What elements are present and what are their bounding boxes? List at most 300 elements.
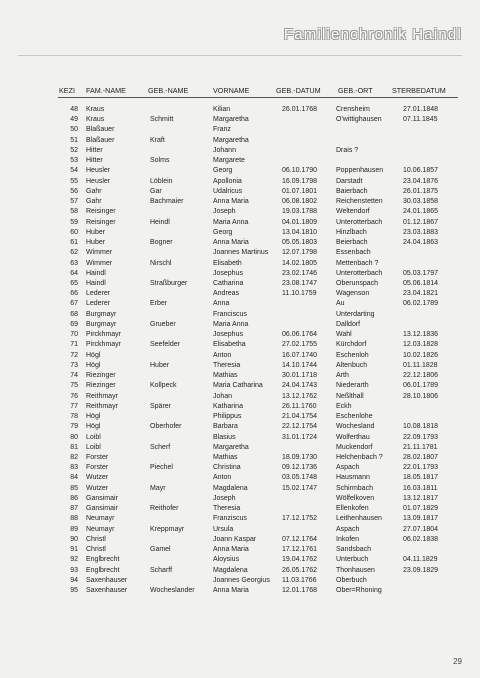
cell-kezi: 74 (70, 372, 78, 380)
cell-sterbedatum: 30.03.1858 (403, 198, 439, 206)
cell-geb-datum: 06.06.1764 (282, 331, 318, 339)
cell-sterbedatum: 23.04.1876 (403, 177, 439, 185)
cell-vorname: Maria Anna (213, 320, 249, 328)
cell-geb-datum: 05.05.1803 (282, 239, 318, 247)
cell-vorname: Johan (213, 392, 233, 400)
cell-kezi: 71 (70, 341, 78, 349)
cell-fam-name: Högl (86, 351, 101, 359)
cell-geb-datum: 07.12.1764 (282, 535, 318, 543)
table-row (0, 443, 480, 453)
cell-vorname: Apollonia (213, 177, 242, 185)
cell-geb-name: Erber (150, 300, 168, 308)
column-header-fam-name: FAM.-NAME (86, 86, 126, 95)
cell-kezi: 81 (70, 443, 78, 451)
cell-geb-ort: Helchenbach ? (336, 453, 383, 461)
cell-kezi: 54 (70, 167, 78, 175)
cell-sterbedatum: 06.02.1789 (403, 300, 439, 308)
cell-sterbedatum: 24.01.1865 (403, 208, 439, 216)
cell-kezi: 90 (70, 535, 78, 543)
table-row (0, 156, 480, 166)
cell-kezi: 86 (70, 494, 78, 502)
cell-fam-name: Haindl (86, 279, 106, 287)
table-row (0, 586, 480, 596)
cell-geb-datum: 06.10.1790 (282, 167, 318, 175)
cell-vorname: Josephus (213, 331, 243, 339)
page-title: Familienchronik Haindl (283, 26, 462, 43)
page-number: 29 (453, 657, 462, 666)
cell-vorname: Anton (213, 351, 232, 359)
cell-fam-name: Forster (86, 453, 109, 461)
cell-fam-name: Englbrecht (86, 556, 120, 564)
cell-fam-name: Reisinger (86, 208, 116, 216)
cell-sterbedatum: 22.01.1793 (403, 464, 439, 472)
cell-geb-ort: Mettenbach ? (336, 259, 379, 267)
cell-vorname: Kilian (213, 106, 231, 113)
cell-geb-datum: 22.12.1754 (282, 423, 318, 431)
cell-sterbedatum: 07.11.1845 (403, 116, 438, 124)
cell-fam-name: Christl (86, 535, 106, 543)
table-row (0, 238, 480, 248)
cell-sterbedatum: 06.02.1838 (403, 535, 439, 543)
cell-vorname: Franciscus (213, 310, 247, 318)
column-header-vorname: VORNAME (213, 86, 250, 95)
table-row (0, 125, 480, 135)
cell-geb-datum: 15.02.1747 (282, 484, 318, 492)
cell-geb-ort: Aspach (336, 464, 360, 472)
cell-kezi: 93 (70, 566, 78, 574)
cell-kezi: 66 (70, 290, 78, 298)
cell-sterbedatum: 18.05.1817 (403, 474, 439, 482)
cell-geb-ort: Unterbuch (336, 556, 369, 564)
table-row (0, 340, 480, 350)
table-row (0, 484, 480, 494)
table-row (0, 279, 480, 289)
table-row (0, 320, 480, 330)
cell-vorname: Joseph (213, 494, 236, 502)
table-row (0, 576, 480, 586)
cell-geb-ort: Dalldorf (336, 320, 361, 328)
cell-kezi: 61 (70, 239, 78, 247)
cell-vorname: Mathias (213, 453, 238, 461)
cell-fam-name: Heusler (86, 177, 111, 185)
cell-geb-name: Heindl (150, 218, 170, 226)
cell-vorname: Aloysius (213, 556, 240, 564)
cell-kezi: 76 (70, 392, 78, 400)
table-row (0, 525, 480, 535)
cell-vorname: Blasius (213, 433, 236, 441)
cell-geb-datum: 04.01.1809 (282, 218, 318, 226)
cell-fam-name: Saxenhauser (86, 587, 128, 595)
cell-vorname: Margaretha (213, 443, 249, 451)
cell-geb-ort: Niederarth (336, 382, 369, 390)
table-row (0, 504, 480, 514)
table-row (0, 392, 480, 402)
cell-fam-name: Riezinger (86, 382, 116, 390)
cell-geb-name: Mayr (150, 484, 166, 492)
cell-kezi: 73 (70, 361, 78, 369)
cell-kezi: 70 (70, 331, 78, 339)
cell-vorname: Joannes Georgius (213, 576, 270, 584)
cell-geb-datum: 14.02.1805 (282, 259, 318, 267)
cell-kezi: 78 (70, 413, 78, 421)
cell-fam-name: Gansimair (86, 505, 118, 513)
cell-geb-ort: Aspach (336, 525, 360, 533)
cell-geb-name: Bogner (150, 239, 173, 247)
cell-geb-datum: 14.10.1744 (282, 361, 318, 369)
cell-vorname: Christina (213, 464, 241, 472)
cell-sterbedatum: 21.11.1781 (403, 443, 438, 451)
cell-sterbedatum: 01.07.1829 (403, 505, 439, 513)
cell-sterbedatum: 13.09.1817 (403, 515, 439, 523)
cell-fam-name: Gahr (86, 187, 102, 195)
column-header-sterbedatum: STERBEDATUM (392, 86, 446, 95)
table-row (0, 299, 480, 309)
cell-vorname: Maria Catharina (213, 382, 263, 390)
cell-geb-ort: Altenbuch (336, 361, 368, 369)
cell-fam-name: Hitter (86, 157, 103, 165)
table-row (0, 566, 480, 576)
cell-geb-name: Wocheslander (150, 587, 195, 595)
cell-fam-name: Lederer (86, 300, 111, 308)
cell-geb-ort: Unterotterbach (336, 218, 383, 226)
cell-vorname: Ursula (213, 525, 234, 533)
cell-geb-datum: 24.04.1743 (282, 382, 318, 390)
cell-vorname: Franz (213, 126, 231, 134)
cell-geb-ort: Wölfelkoven (336, 494, 375, 502)
cell-geb-ort: Wochesland (336, 423, 375, 431)
cell-geb-datum: 06.08.1802 (282, 198, 318, 206)
cell-sterbedatum: 05.03.1797 (403, 269, 439, 277)
cell-geb-ort: Unterotterbach (336, 269, 383, 277)
table-row (0, 535, 480, 545)
cell-geb-datum: 26.11.1760 (282, 402, 317, 410)
cell-kezi: 51 (70, 136, 78, 144)
cell-geb-datum: 11.10.1759 (282, 290, 317, 298)
cell-geb-ort: O'wittighausen (336, 116, 382, 124)
cell-geb-name: Piechel (150, 464, 173, 472)
cell-vorname: Joann Kaspar (213, 535, 257, 543)
cell-vorname: Catharina (213, 279, 244, 287)
cell-sterbedatum: 28.10.1806 (403, 392, 439, 400)
cell-geb-ort: Hausmann (336, 474, 370, 482)
cell-sterbedatum: 01.12.1867 (403, 218, 439, 226)
table-row (0, 228, 480, 238)
cell-geb-datum: 23.02.1746 (282, 269, 318, 277)
cell-fam-name: Burgmayr (86, 310, 117, 318)
cell-fam-name: Wimmer (86, 249, 113, 257)
cell-geb-name: Grueber (150, 320, 176, 328)
cell-fam-name: Reisinger (86, 218, 116, 226)
table-row (0, 433, 480, 443)
cell-kezi: 60 (70, 228, 78, 236)
cell-geb-name: Huber (150, 361, 170, 369)
cell-geb-ort: Weltendorf (336, 208, 370, 216)
cell-kezi: 83 (70, 464, 78, 472)
cell-kezi: 67 (70, 300, 78, 308)
cell-fam-name: Reithmayr (86, 402, 118, 410)
column-header-geb-datum: GEB.-DATUM (276, 86, 321, 95)
cell-sterbedatum: 24.04.1863 (403, 239, 439, 247)
cell-geb-name: Gamel (150, 546, 171, 554)
cell-geb-name: Spärer (150, 402, 172, 410)
cell-fam-name: Huber (86, 239, 106, 247)
table-row (0, 473, 480, 483)
cell-fam-name: Wimmer (86, 259, 113, 267)
cell-sterbedatum: 27.01.1848 (403, 106, 439, 113)
cell-fam-name: Heusler (86, 167, 111, 175)
cell-kezi: 62 (70, 249, 78, 257)
cell-fam-name: Kraus (86, 116, 105, 124)
table-row (0, 453, 480, 463)
column-header-geb-ort: GEB.-ORT (338, 86, 373, 95)
cell-vorname: Anna Maria (213, 239, 249, 247)
cell-geb-name: Reithofer (150, 505, 179, 513)
cell-vorname: Magdalena (213, 484, 248, 492)
cell-kezi: 50 (70, 126, 78, 134)
cell-vorname: Elisabetha (213, 341, 246, 349)
cell-kezi: 92 (70, 556, 78, 564)
cell-sterbedatum: 10.06.1857 (403, 167, 439, 175)
table-row (0, 207, 480, 217)
cell-sterbedatum: 23.03.1883 (403, 228, 439, 236)
cell-vorname: Udalricus (213, 187, 243, 195)
cell-fam-name: Blaßauer (86, 136, 115, 144)
cell-kezi: 69 (70, 320, 78, 328)
table-row (0, 248, 480, 258)
cell-sterbedatum: 10.08.1818 (403, 423, 439, 431)
cell-vorname: Georg (213, 167, 233, 175)
table-row (0, 351, 480, 361)
table-row (0, 146, 480, 156)
cell-geb-ort: Poppenhausen (336, 167, 384, 175)
cell-fam-name: Neumayr (86, 525, 115, 533)
cell-fam-name: Högl (86, 413, 101, 421)
cell-geb-datum: 13.12.1762 (282, 392, 318, 400)
table-row (0, 422, 480, 432)
cell-kezi: 79 (70, 423, 78, 431)
table-row (0, 545, 480, 555)
cell-kezi: 94 (70, 576, 78, 584)
cell-fam-name: Huber (86, 228, 106, 236)
cell-kezi: 85 (70, 484, 78, 492)
column-header-rule (58, 97, 458, 98)
cell-kezi: 55 (70, 177, 78, 185)
cell-geb-name: Kreppmayr (150, 525, 185, 533)
table-row (0, 115, 480, 125)
cell-geb-ort: Baierbach (336, 187, 368, 195)
cell-geb-ort: Hinzlbach (336, 228, 367, 236)
cell-geb-name: Scharff (150, 566, 173, 574)
cell-kezi: 48 (70, 106, 78, 113)
cell-geb-ort: Eckh (336, 402, 352, 410)
cell-geb-ort: Arth (336, 372, 349, 380)
cell-kezi: 49 (70, 116, 78, 124)
cell-sterbedatum: 27.07.1804 (403, 525, 439, 533)
cell-fam-name: Riezinger (86, 372, 116, 380)
cell-vorname: Joseph (213, 208, 236, 216)
table-row (0, 412, 480, 422)
cell-fam-name: Burgmayr (86, 320, 117, 328)
cell-fam-name: Hitter (86, 146, 103, 154)
cell-vorname: Margaretha (213, 136, 249, 144)
cell-geb-ort: Darstadt (336, 177, 363, 185)
cell-vorname: Barbara (213, 423, 238, 431)
cell-geb-ort: Inkofen (336, 535, 359, 543)
cell-geb-name: Scherf (150, 443, 171, 451)
cell-vorname: Margarete (213, 157, 245, 165)
cell-vorname: Johann (213, 146, 236, 154)
cell-geb-ort: Sandsbach (336, 546, 372, 554)
table-row (0, 177, 480, 187)
cell-geb-name: Straßburger (150, 279, 188, 287)
cell-fam-name: Saxenhauser (86, 576, 128, 584)
cell-kezi: 63 (70, 259, 78, 267)
cell-sterbedatum: 26.01.1875 (403, 187, 439, 195)
cell-geb-datum: 16.07.1740 (282, 351, 318, 359)
cell-geb-name: Kollpeck (150, 382, 177, 390)
cell-geb-datum: 26.01.1768 (282, 106, 318, 113)
cell-kezi: 68 (70, 310, 78, 318)
column-header-kezi: KEZI (59, 86, 75, 95)
cell-kezi: 75 (70, 382, 78, 390)
table-row (0, 310, 480, 320)
cell-geb-ort: Oberbuch (336, 576, 367, 584)
cell-vorname: Franziscus (213, 515, 247, 523)
cell-geb-ort: Unterdarting (336, 310, 375, 318)
cell-geb-ort: Oberunspach (336, 279, 379, 287)
cell-geb-datum: 19.04.1762 (282, 556, 318, 564)
table-row (0, 105, 480, 115)
cell-sterbedatum: 01.11.1828 (403, 361, 438, 369)
cell-kezi: 59 (70, 218, 78, 226)
cell-sterbedatum: 22.12.1806 (403, 372, 439, 380)
cell-kezi: 56 (70, 187, 78, 195)
cell-sterbedatum: 23.09.1829 (403, 566, 439, 574)
header-rule (18, 55, 462, 56)
cell-fam-name: Högl (86, 423, 101, 431)
cell-vorname: Margaretha (213, 116, 249, 124)
cell-kezi: 52 (70, 146, 78, 154)
cell-kezi: 58 (70, 208, 78, 216)
cell-fam-name: Neumayr (86, 515, 115, 523)
table-row (0, 166, 480, 176)
cell-fam-name: Högl (86, 361, 101, 369)
cell-fam-name: Englbrecht (86, 566, 120, 574)
cell-geb-name: Gar (150, 187, 162, 195)
cell-geb-datum: 09.12.1736 (282, 464, 318, 472)
table-row (0, 289, 480, 299)
cell-sterbedatum: 28.02.1807 (403, 453, 439, 461)
cell-fam-name: Pirckhmayr (86, 331, 122, 339)
table-row (0, 371, 480, 381)
cell-geb-datum: 12.01.1768 (282, 587, 318, 595)
table-row (0, 269, 480, 279)
cell-vorname: Anna Maria (213, 546, 249, 554)
cell-geb-ort: Beierbach (336, 239, 368, 247)
table-row (0, 218, 480, 228)
cell-geb-datum: 31.01.1724 (282, 433, 318, 441)
cell-sterbedatum: 16.03.1811 (403, 484, 438, 492)
cell-geb-datum: 16.09.1798 (282, 177, 318, 185)
cell-kezi: 88 (70, 515, 78, 523)
cell-vorname: Elisabeth (213, 259, 242, 267)
cell-fam-name: Loibl (86, 443, 101, 451)
cell-kezi: 57 (70, 198, 78, 206)
cell-geb-datum: 03.05.1748 (282, 474, 318, 482)
cell-vorname: Maria Anna (213, 218, 249, 226)
cell-sterbedatum: 13.12.1836 (403, 331, 439, 339)
cell-sterbedatum: 04.11.1829 (403, 556, 438, 564)
cell-geb-datum: 30.01.1718 (282, 372, 318, 380)
cell-vorname: Georg (213, 228, 233, 236)
cell-kezi: 84 (70, 474, 78, 482)
cell-vorname: Anton (213, 474, 232, 482)
cell-geb-ort: Ober=Rhoning (336, 587, 382, 595)
cell-geb-datum: 23.08.1747 (282, 279, 318, 287)
cell-kezi: 91 (70, 546, 78, 554)
cell-geb-datum: 01.07.1801 (282, 187, 318, 195)
cell-fam-name: Wutzer (86, 474, 109, 482)
cell-geb-name: Solms (150, 157, 170, 165)
cell-vorname: Joannes Martinus (213, 249, 269, 257)
cell-geb-ort: Ellenkofen (336, 505, 369, 513)
cell-geb-ort: Drais ? (336, 146, 359, 154)
cell-kezi: 82 (70, 453, 78, 461)
cell-geb-datum: 27.02.1755 (282, 341, 318, 349)
cell-fam-name: Gahr (86, 198, 102, 206)
cell-kezi: 89 (70, 525, 78, 533)
cell-geb-ort: Wagenson (336, 290, 370, 298)
cell-geb-datum: 18.09.1730 (282, 453, 318, 461)
cell-sterbedatum: 05.06.1814 (403, 279, 439, 287)
cell-fam-name: Blaßauer (86, 126, 115, 134)
table-row (0, 381, 480, 391)
cell-fam-name: Reithmayr (86, 392, 118, 400)
table-row (0, 361, 480, 371)
cell-vorname: Philippus (213, 413, 242, 421)
cell-vorname: Anna Maria (213, 198, 249, 206)
cell-fam-name: Lederer (86, 290, 111, 298)
cell-vorname: Theresia (213, 505, 241, 513)
cell-vorname: Katharina (213, 402, 243, 410)
cell-kezi: 80 (70, 433, 78, 441)
cell-geb-name: Seefelder (150, 341, 180, 349)
cell-geb-ort: Neßlthall (336, 392, 364, 400)
cell-geb-ort: Wolferthau (336, 433, 370, 441)
cell-fam-name: Pirckhmayr (86, 341, 122, 349)
column-header-geb-name: GEB.-NAME (148, 86, 189, 95)
cell-sterbedatum: 23.04.1821 (403, 290, 439, 298)
cell-geb-ort: Crensheim (336, 106, 370, 113)
cell-sterbedatum: 22.09.1793 (403, 433, 439, 441)
table-row (0, 259, 480, 269)
cell-vorname: Anna (213, 300, 230, 308)
cell-fam-name: Haindl (86, 269, 106, 277)
cell-fam-name: Forster (86, 464, 109, 472)
cell-geb-ort: Kürchdorf (336, 341, 367, 349)
cell-vorname: Mathias (213, 372, 238, 380)
cell-fam-name: Kraus (86, 106, 105, 113)
cell-geb-ort: Eschenlohe (336, 413, 373, 421)
cell-kezi: 77 (70, 402, 78, 410)
table-row (0, 494, 480, 504)
cell-vorname: Andreas (213, 290, 240, 298)
table-row (0, 402, 480, 412)
cell-geb-name: Nirschl (150, 259, 172, 267)
cell-geb-ort: Schirmbach (336, 484, 373, 492)
table-row (0, 136, 480, 146)
cell-sterbedatum: 10.02.1826 (403, 351, 439, 359)
